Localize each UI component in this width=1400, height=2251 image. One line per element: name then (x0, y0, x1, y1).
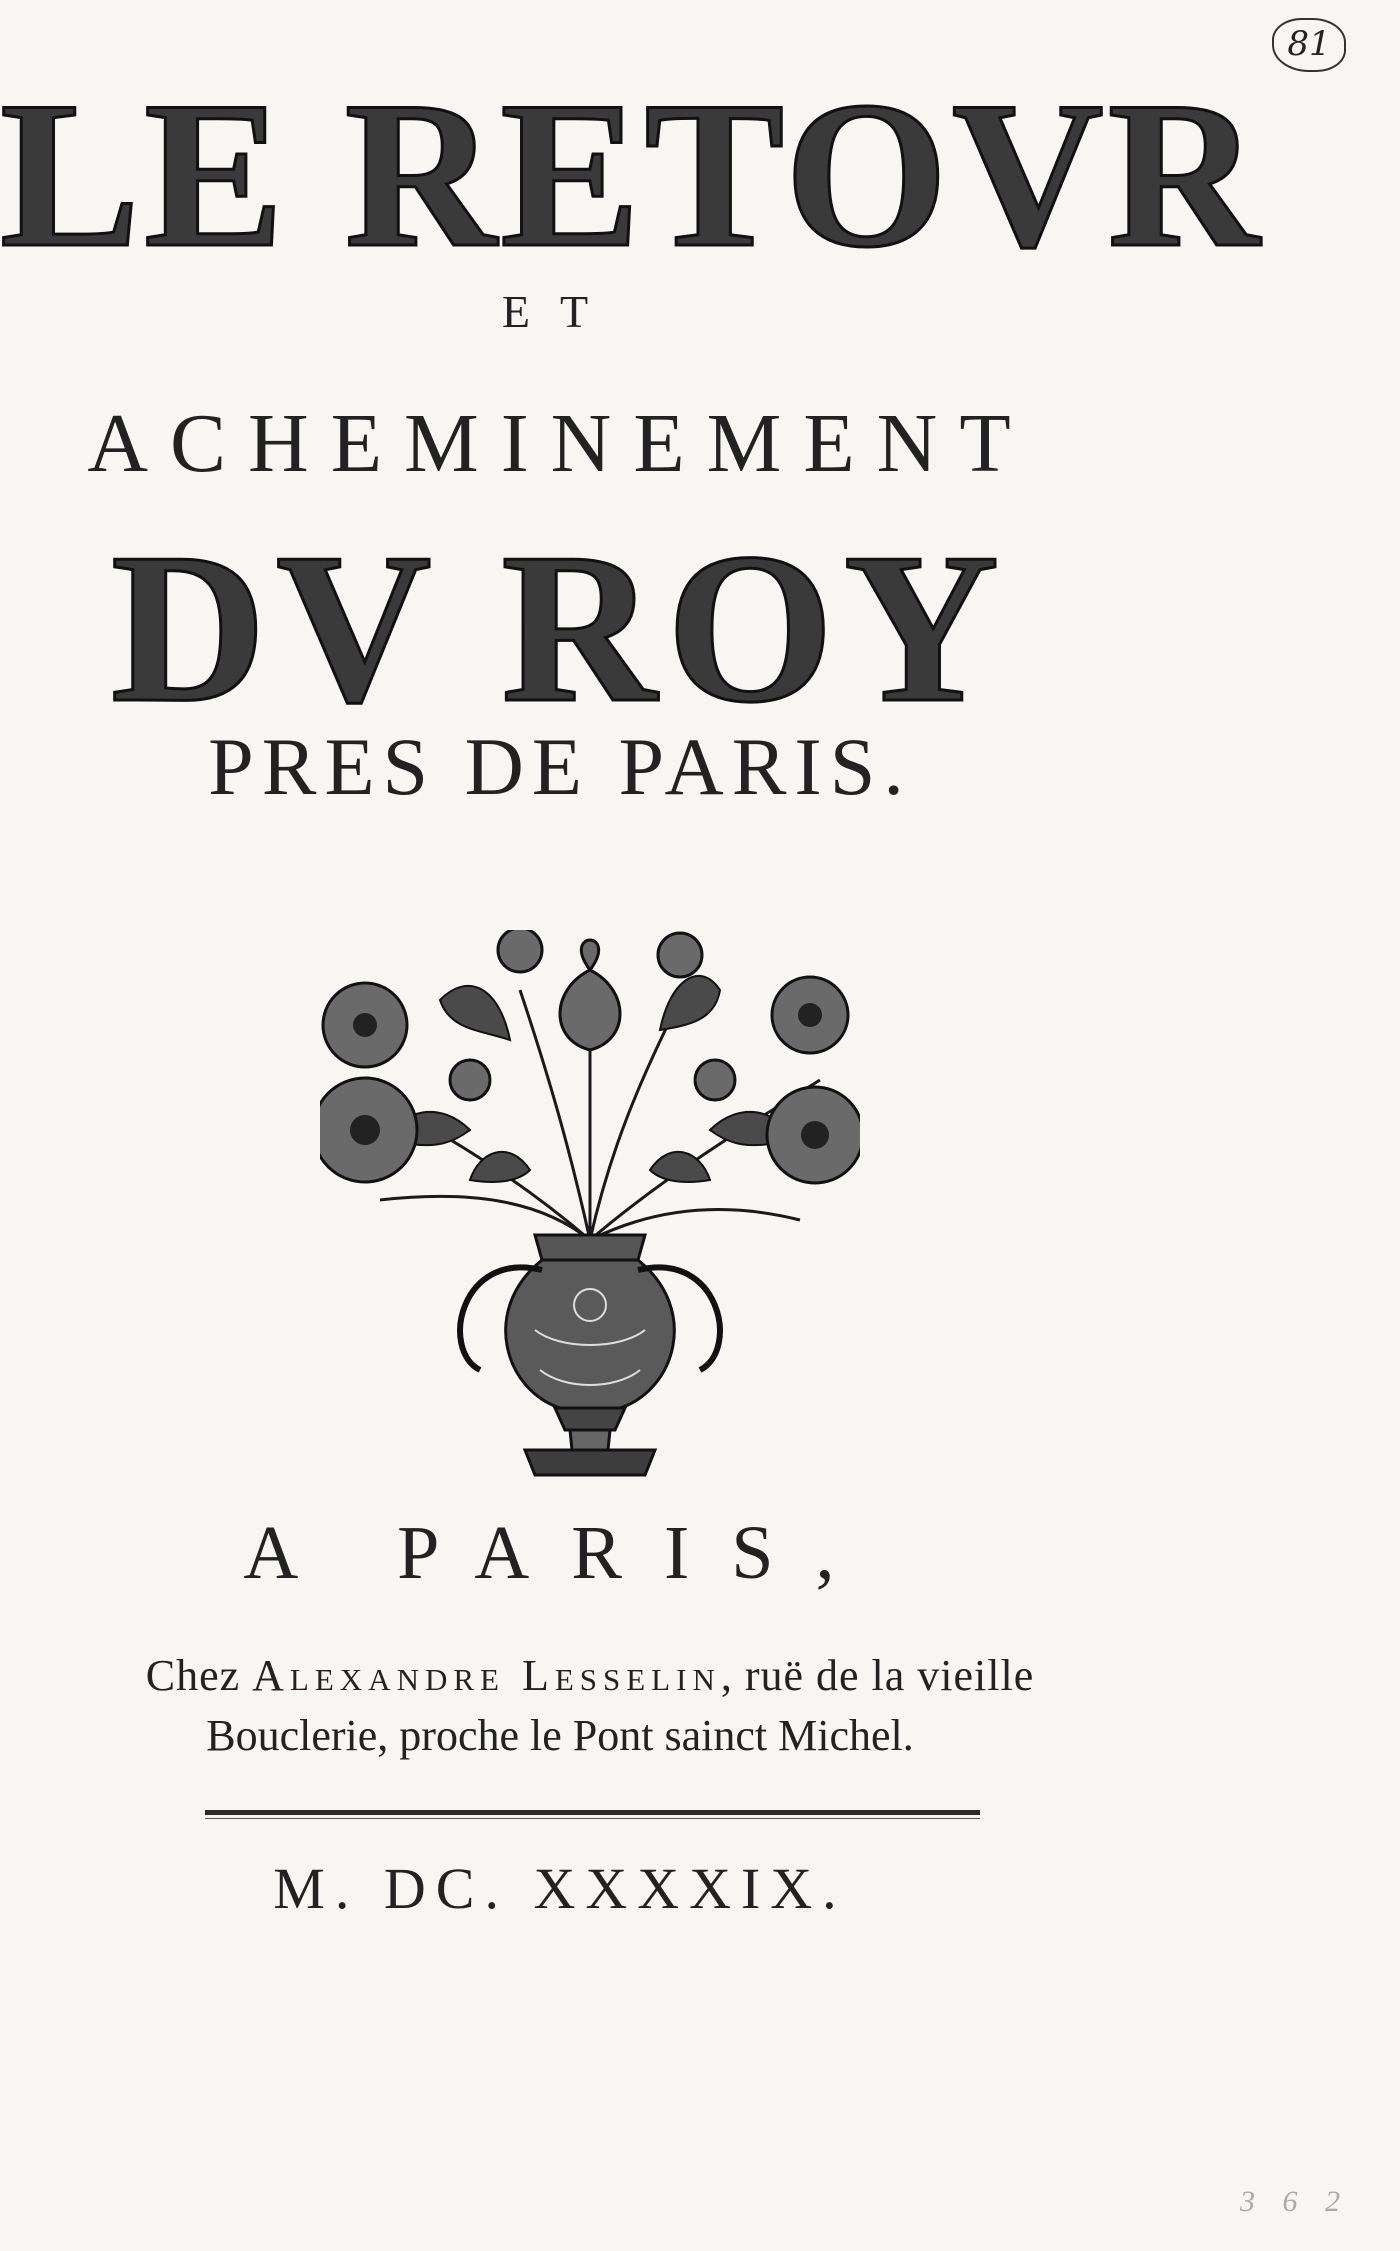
imprint-place: A PARIS, (243, 1511, 877, 1595)
archive-mark: 3 6 2 (1240, 2185, 1350, 2218)
folio-number: 81 (1272, 18, 1346, 72)
title-line-4: DV ROY (110, 508, 1010, 747)
horizontal-rule-thin (205, 1818, 980, 1819)
printer-name: Alexandre Lesselin (252, 1651, 721, 1700)
horizontal-rule (205, 1810, 980, 1815)
imprint-line-1 (30, 1650, 1150, 1701)
imprint-address-1: , ruë de la vieille (720, 1651, 1035, 1700)
title-line-5: PRES DE PARIS. (208, 721, 912, 812)
title-line-1: LE RETOVR (0, 59, 1264, 291)
imprint-line-2: Bouclerie, proche le Pont sainct Michel. (206, 1711, 914, 1760)
flower-vase-icon (320, 930, 860, 1480)
title-line-3: ACHEMINEMENT (87, 397, 1033, 490)
publication-date: M. DC. XXXXIX. (273, 1856, 847, 1921)
imprint-chez: Chez (145, 1651, 241, 1700)
title-line-2: ET (501, 286, 619, 337)
